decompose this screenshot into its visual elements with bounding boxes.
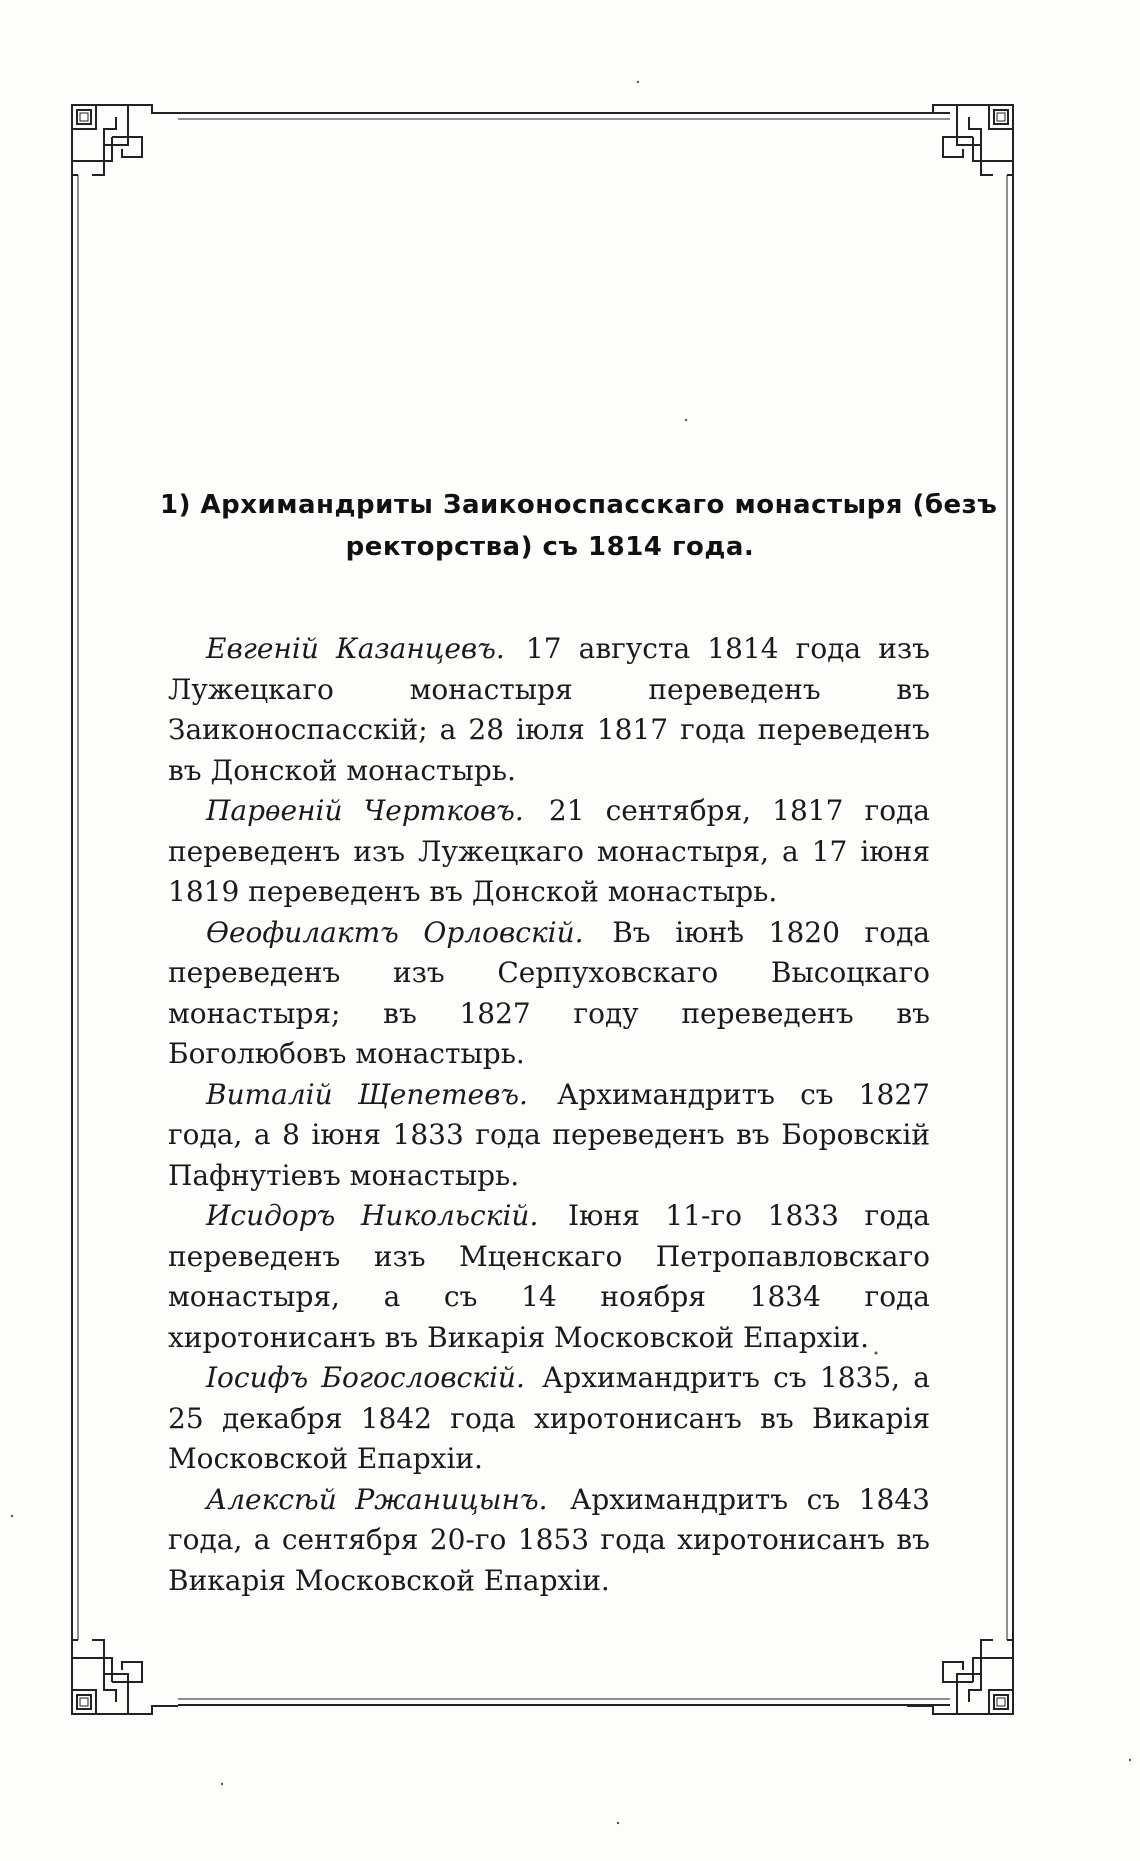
corner-ornament-bottom-left-icon <box>72 1640 178 1714</box>
entry-text: 17 августа 1814 года изъ Лужецкаго монастыря переведенъ въ Заиконоспасскій; а 28 іюля 1817 года переведенъ въ Донской монастырь. <box>168 632 930 787</box>
entry-name: Алексѣй Ржаницынъ. <box>206 1482 548 1516</box>
entries-list <box>168 629 930 1601</box>
entry-text: Архимандритъ съ 1835, а 25 декабря 1842 года хиротонисанъ въ Викарія Московской Епархіи. <box>168 1361 930 1475</box>
entry-paragraph <box>168 791 930 913</box>
entry-paragraph <box>168 629 930 791</box>
section-heading <box>160 484 998 568</box>
entry-paragraph <box>168 1358 930 1480</box>
entry-name: Виталій Щепетевъ. <box>206 1077 528 1111</box>
corner-ornament-top-left-icon <box>72 105 178 175</box>
entry-text: 21 сентября, 1817 года переведенъ изъ Лужецкаго монастыря, а 17 іюня 1819 переведенъ въ Донской монастырь. <box>168 794 930 908</box>
entry-paragraph <box>168 1480 930 1602</box>
entry-text: Въ іюнѣ 1820 года переведенъ изъ Серпуховскаго Высоцкаго монастыря; въ 1827 году переведенъ въ Боголюбовъ монастырь. <box>168 915 931 1070</box>
entry-paragraph <box>168 913 930 1075</box>
corner-ornament-top-right-icon <box>907 105 1013 175</box>
entry-text: Архимандритъ съ 1827 года, а 8 іюня 1833 года переведенъ въ Боровскій Пафнутіевъ монастырь. <box>168 1077 930 1192</box>
corner-ornament-bottom-right-icon <box>907 1640 1013 1714</box>
entry-name: Парѳеній Чертковъ. <box>206 794 524 827</box>
entry-paragraph <box>168 1075 930 1197</box>
entry-paragraph <box>168 1196 930 1358</box>
entry-name: Исидоръ Никольскій. <box>206 1199 539 1232</box>
entry-name: Іосифъ Богословскій. <box>206 1361 525 1394</box>
entry-name: Евгеній Казанцевъ. <box>206 632 505 665</box>
section-heading-line-2: ректорства) съ 1814 года. <box>345 532 755 562</box>
entry-name: Ѳеофилактъ Орловскій. <box>206 915 584 949</box>
section-heading-line-1: 1) Архимандриты Заиконоспасскаго монастыря (безъ <box>160 490 998 520</box>
entry-text: Іюня 11-го 1833 года переведенъ изъ Мценскаго Петропавловскаго монастыря, а съ 14 ноября 1834 года хиротонисанъ въ Викарія Московской Епархіи. <box>168 1199 930 1354</box>
entry-text: Архимандритъ съ 1843 года, а сентября 20-го 1853 года хиротонисанъ въ Викарія Московской Епархіи. <box>168 1482 930 1597</box>
